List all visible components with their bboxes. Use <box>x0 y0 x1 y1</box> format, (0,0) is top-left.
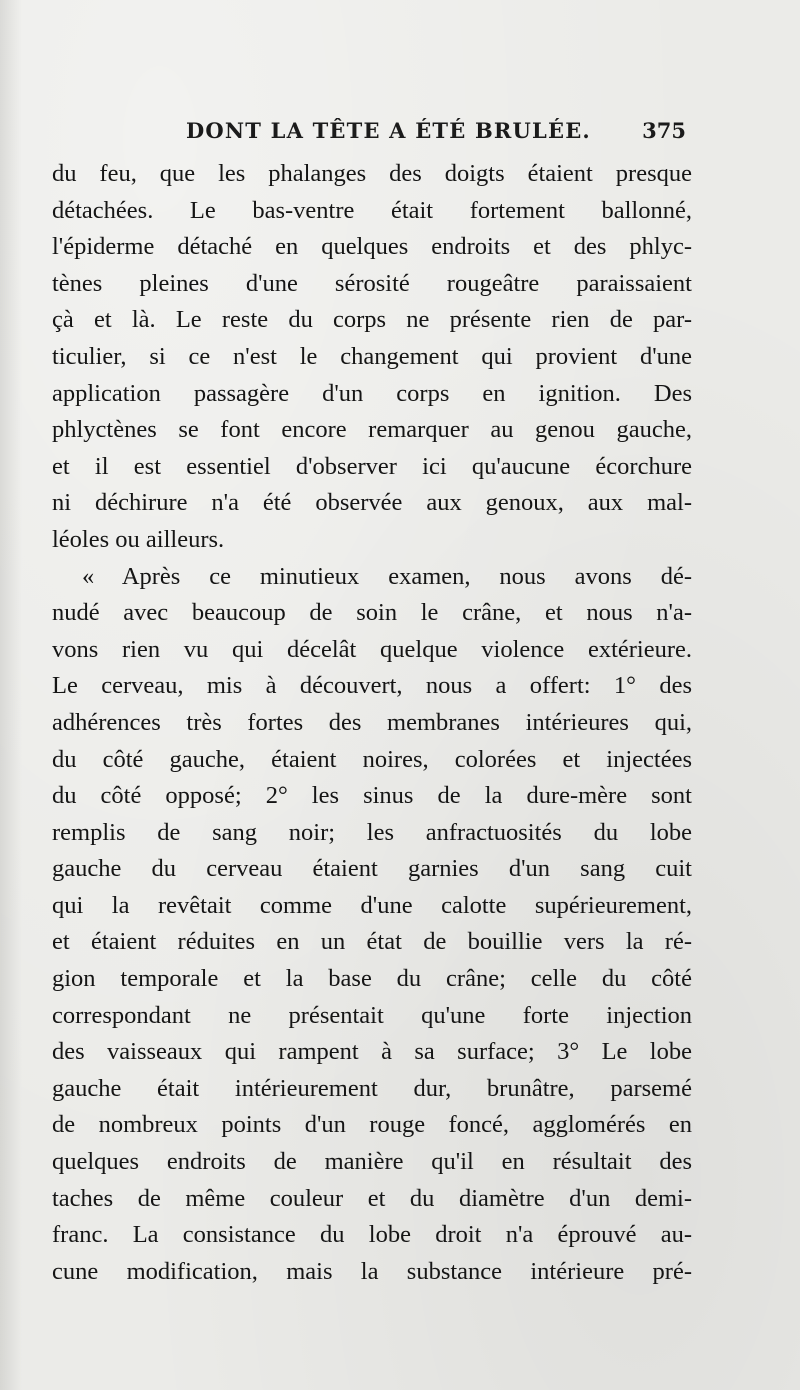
text-line: gauche du cerveau étaient garnies d'un sang cuit <box>52 855 692 883</box>
text-line: ticulier, si ce n'est le changement qui provient d'une <box>52 342 692 370</box>
text-line: phlyctènes se font encore remarquer au genou gauche, <box>52 416 692 444</box>
text-line: taches de même couleur et du diamètre d'un demi- <box>52 1184 692 1212</box>
text-line: gion temporale et la base du crâne; celle du côté <box>52 965 692 993</box>
page-header <box>0 118 800 148</box>
text-line: l'épiderme détaché en quelques endroits et des phlyc- <box>52 233 692 261</box>
text-line: « Après ce minutieux examen, nous avons dé- <box>82 562 692 590</box>
page-number: 375 <box>642 118 686 143</box>
text-line: cune modification, mais la substance intérieure pré- <box>52 1257 692 1285</box>
text-line: léoles ou ailleurs. <box>52 525 225 553</box>
text-line: franc. La consistance du lobe droit n'a éprouvé au- <box>52 1221 692 1249</box>
text-line: du feu, que les phalanges des doigts étaient presque <box>52 160 692 187</box>
text-line: du côté gauche, étaient noires, colorées et injectées <box>52 745 692 773</box>
text-line: de nombreux points d'un rouge foncé, agglomérés en <box>52 1111 692 1139</box>
text-line: adhérences très fortes des membranes intérieures qui, <box>52 708 692 736</box>
text-line: quelques endroits de manière qu'il en résultait des <box>52 1148 692 1176</box>
text-line: qui la revêtait comme d'une calotte supérieurement, <box>52 891 692 919</box>
text-line: correspondant ne présentait qu'une forte injection <box>52 1001 692 1029</box>
text-line: ni déchirure n'a été observée aux genoux, aux mal- <box>52 489 692 517</box>
text-line: du côté opposé; 2° les sinus de la dure-mère sont <box>52 782 692 810</box>
text-line: application passagère d'un corps en ignition. Des <box>52 379 692 407</box>
text-line: remplis de sang noir; les anfractuosités du lobe <box>52 818 692 846</box>
text-line: Le cerveau, mis à découvert, nous a offert: 1° des <box>52 672 692 700</box>
text-line: nudé avec beaucoup de soin le crâne, et nous n'a- <box>52 599 692 627</box>
text-line: et il est essentiel d'observer ici qu'aucune écorchure <box>52 452 692 480</box>
text-line: çà et là. Le reste du corps ne présente rien de par- <box>52 306 692 334</box>
running-head: DONT LA TÊTE A ÉTÉ BRULÉE. <box>186 118 591 143</box>
text-line: gauche était intérieurement dur, brunâtre, parsemé <box>52 1074 692 1102</box>
text-line: tènes pleines d'une sérosité rougeâtre paraissaient <box>52 269 692 297</box>
page-edge-shadow <box>0 0 22 1390</box>
text-line: vons rien vu qui décelât quelque violence extérieure. <box>52 635 692 663</box>
text-line: détachées. Le bas-ventre était fortement ballonné, <box>52 196 692 224</box>
text-line: des vaisseaux qui rampent à sa surface; 3° Le lobe <box>52 1038 692 1066</box>
text-line: et étaient réduites en un état de bouillie vers la ré- <box>52 928 692 956</box>
body-text <box>52 156 692 1290</box>
